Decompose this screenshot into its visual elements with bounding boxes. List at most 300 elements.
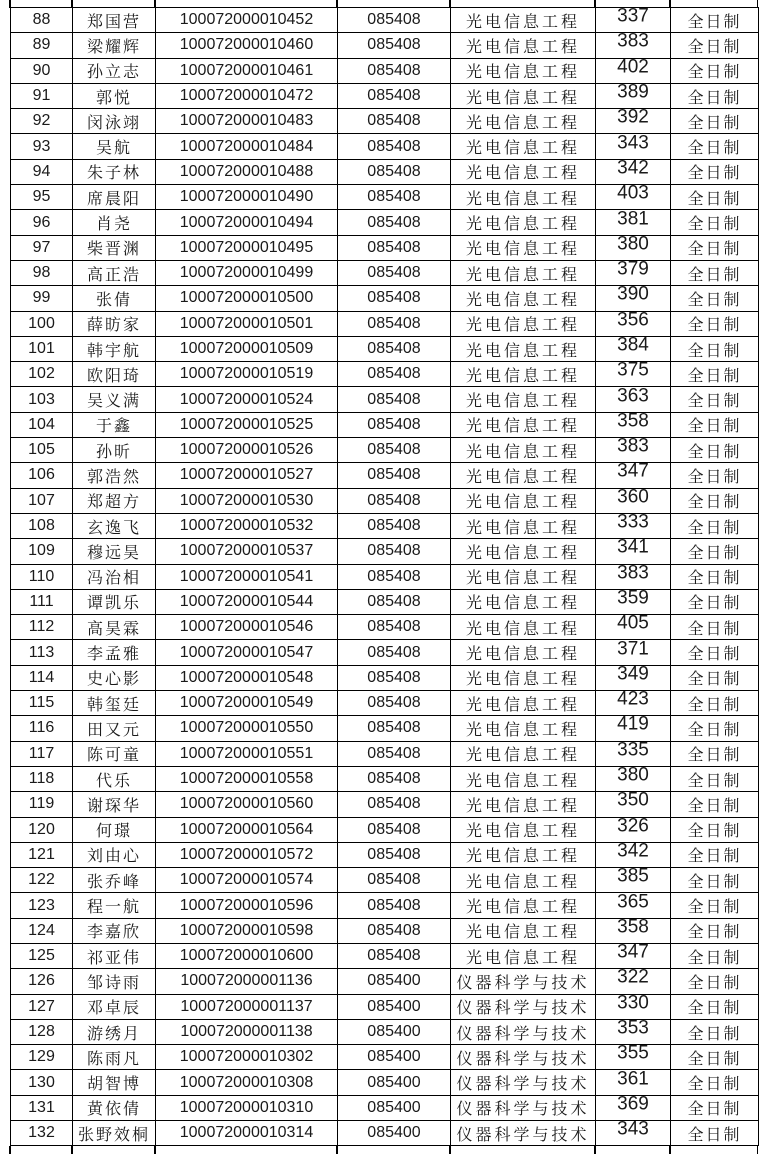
score-cell — [596, 134, 671, 159]
score-value: 383 — [617, 437, 649, 457]
row-index-cell: 132 — [11, 1121, 73, 1146]
row-index-cell: 129 — [11, 1045, 73, 1070]
major-name-cell: 光电信息工程 — [451, 893, 596, 918]
row-index-cell: 121 — [11, 842, 73, 867]
study-mode-cell: 全日制 — [671, 716, 759, 741]
table-row — [11, 589, 759, 614]
score-cell — [596, 513, 671, 538]
row-index-cell: 123 — [11, 893, 73, 918]
candidate-number-cell: 100072000010308 — [156, 1070, 338, 1095]
major-code-cell: 085408 — [338, 766, 451, 791]
major-name-cell: 光电信息工程 — [451, 868, 596, 893]
table-row — [11, 691, 759, 716]
student-name-cell: 高昊霖 — [73, 615, 156, 640]
score-cell — [596, 336, 671, 361]
score-value: 356 — [617, 311, 649, 331]
student-name-cell: 谭凯乐 — [73, 589, 156, 614]
row-index-cell: 94 — [11, 159, 73, 184]
table-row — [11, 33, 759, 58]
study-mode-cell: 全日制 — [671, 640, 759, 665]
candidate-number-cell: 100072000010488 — [156, 159, 338, 184]
row-index-cell: 89 — [11, 33, 73, 58]
major-name-cell: 光电信息工程 — [451, 589, 596, 614]
study-mode-cell: 全日制 — [671, 463, 759, 488]
score-value: 359 — [617, 589, 649, 609]
student-name-cell: 刘由心 — [73, 842, 156, 867]
score-value: 423 — [617, 690, 649, 710]
candidate-number-cell: 100072000010460 — [156, 33, 338, 58]
score-value: 392 — [617, 108, 649, 128]
study-mode-cell: 全日制 — [671, 1070, 759, 1095]
candidate-number-cell: 100072000010551 — [156, 741, 338, 766]
study-mode-cell: 全日制 — [671, 438, 759, 463]
row-index-cell: 88 — [11, 8, 73, 33]
student-name-cell: 史心影 — [73, 665, 156, 690]
candidate-number-cell: 100072000010526 — [156, 438, 338, 463]
student-name-cell: 欧阳琦 — [73, 362, 156, 387]
candidate-number-cell: 100072000010495 — [156, 235, 338, 260]
major-name-cell: 光电信息工程 — [451, 716, 596, 741]
table-row — [11, 766, 759, 791]
table-row — [11, 58, 759, 83]
row-index-cell: 113 — [11, 640, 73, 665]
table-row — [11, 1070, 759, 1095]
major-code-cell: 085408 — [338, 943, 451, 968]
student-name-cell: 薛昉家 — [73, 311, 156, 336]
candidate-number-cell: 100072000010549 — [156, 691, 338, 716]
student-name-cell: 李孟雅 — [73, 640, 156, 665]
score-value: 385 — [617, 867, 649, 887]
major-name-cell: 光电信息工程 — [451, 792, 596, 817]
table-row — [11, 1121, 759, 1146]
major-name-cell: 光电信息工程 — [451, 58, 596, 83]
score-value: 360 — [617, 488, 649, 508]
study-mode-cell: 全日制 — [671, 362, 759, 387]
study-mode-cell: 全日制 — [671, 336, 759, 361]
row-index-cell: 122 — [11, 868, 73, 893]
score-value: 355 — [617, 1044, 649, 1064]
table-row — [11, 792, 759, 817]
major-code-cell: 085408 — [338, 260, 451, 285]
score-value: 343 — [617, 1120, 649, 1140]
candidate-number-cell: 100072000010314 — [156, 1121, 338, 1146]
study-mode-cell: 全日制 — [671, 589, 759, 614]
row-index-cell: 115 — [11, 691, 73, 716]
major-code-cell: 085400 — [338, 994, 451, 1019]
score-value: 389 — [617, 83, 649, 103]
score-cell — [596, 539, 671, 564]
table-row — [11, 362, 759, 387]
candidate-number-cell: 100072000010524 — [156, 387, 338, 412]
row-index-cell: 98 — [11, 260, 73, 285]
table-row — [11, 109, 759, 134]
student-name-cell: 孙昕 — [73, 438, 156, 463]
major-code-cell: 085408 — [338, 842, 451, 867]
table-row — [11, 665, 759, 690]
student-name-cell: 韩宇航 — [73, 336, 156, 361]
table-row — [11, 83, 759, 108]
score-value: 347 — [617, 943, 649, 963]
candidate-number-cell: 100072000010310 — [156, 1095, 338, 1120]
study-mode-cell: 全日制 — [671, 1095, 759, 1120]
score-value: 333 — [617, 513, 649, 533]
study-mode-cell: 全日制 — [671, 311, 759, 336]
table-row — [11, 260, 759, 285]
major-name-cell: 光电信息工程 — [451, 640, 596, 665]
score-cell — [596, 412, 671, 437]
major-code-cell: 085408 — [338, 134, 451, 159]
major-name-cell: 仪器科学与技术 — [451, 994, 596, 1019]
score-cell — [596, 185, 671, 210]
table-row — [11, 336, 759, 361]
score-value: 365 — [617, 892, 649, 913]
study-mode-cell: 全日制 — [671, 488, 759, 513]
score-cell — [596, 817, 671, 842]
candidate-number-cell: 100072000010564 — [156, 817, 338, 842]
candidate-number-cell: 100072000010452 — [156, 8, 338, 33]
candidate-number-cell: 100072000010302 — [156, 1045, 338, 1070]
major-code-cell: 085408 — [338, 438, 451, 463]
study-mode-cell: 全日制 — [671, 943, 759, 968]
score-value: 381 — [617, 209, 649, 230]
major-code-cell: 085400 — [338, 1121, 451, 1146]
student-name-cell: 闵泳翊 — [73, 109, 156, 134]
major-code-cell: 085400 — [338, 1019, 451, 1044]
major-code-cell: 085408 — [338, 463, 451, 488]
table-row — [11, 513, 759, 538]
score-value: 361 — [617, 1069, 649, 1090]
score-value: 335 — [617, 741, 649, 761]
score-value: 326 — [617, 817, 649, 837]
score-cell — [596, 260, 671, 285]
major-name-cell: 光电信息工程 — [451, 185, 596, 210]
score-value: 369 — [617, 1095, 649, 1115]
major-code-cell: 085408 — [338, 640, 451, 665]
student-name-cell: 黄依倩 — [73, 1095, 156, 1120]
major-name-cell: 光电信息工程 — [451, 412, 596, 437]
border-stub — [154, 1146, 156, 1154]
table-row — [11, 8, 759, 33]
major-code-cell: 085400 — [338, 1045, 451, 1070]
major-code-cell: 085408 — [338, 488, 451, 513]
student-name-cell: 肖尧 — [73, 210, 156, 235]
score-value: 403 — [617, 184, 649, 204]
candidate-number-cell: 100072000010532 — [156, 513, 338, 538]
student-name-cell: 邓卓辰 — [73, 994, 156, 1019]
student-name-cell: 谢琛华 — [73, 792, 156, 817]
candidate-number-cell: 100072000010572 — [156, 842, 338, 867]
score-cell — [596, 893, 671, 918]
study-mode-cell: 全日制 — [671, 412, 759, 437]
major-code-cell: 085408 — [338, 387, 451, 412]
score-cell — [596, 792, 671, 817]
major-code-cell: 085408 — [338, 691, 451, 716]
study-mode-cell: 全日制 — [671, 387, 759, 412]
score-cell — [596, 615, 671, 640]
major-name-cell: 光电信息工程 — [451, 438, 596, 463]
table-row — [11, 1095, 759, 1120]
row-index-cell: 119 — [11, 792, 73, 817]
row-index-cell: 126 — [11, 969, 73, 994]
border-stub — [71, 1146, 73, 1154]
table-row — [11, 842, 759, 867]
row-index-cell: 109 — [11, 539, 73, 564]
major-code-cell: 085408 — [338, 311, 451, 336]
row-index-cell: 106 — [11, 463, 73, 488]
major-code-cell: 085408 — [338, 336, 451, 361]
row-index-cell: 128 — [11, 1019, 73, 1044]
candidate-number-cell: 100072000010548 — [156, 665, 338, 690]
score-value: 371 — [617, 639, 649, 660]
candidate-number-cell: 100072000010519 — [156, 362, 338, 387]
major-name-cell: 光电信息工程 — [451, 83, 596, 108]
score-value: 342 — [617, 842, 649, 862]
major-code-cell: 085408 — [338, 741, 451, 766]
student-name-cell: 穆远昊 — [73, 539, 156, 564]
major-code-cell: 085408 — [338, 83, 451, 108]
score-cell — [596, 33, 671, 58]
major-name-cell: 仪器科学与技术 — [451, 969, 596, 994]
major-code-cell: 085408 — [338, 817, 451, 842]
score-cell — [596, 235, 671, 260]
row-index-cell: 116 — [11, 716, 73, 741]
major-code-cell: 085408 — [338, 109, 451, 134]
study-mode-cell: 全日制 — [671, 539, 759, 564]
table-row — [11, 463, 759, 488]
table-row — [11, 969, 759, 994]
score-cell — [596, 640, 671, 665]
table-row — [11, 716, 759, 741]
student-name-cell: 游绣月 — [73, 1019, 156, 1044]
border-stub — [336, 1146, 338, 1154]
student-name-cell: 韩玺廷 — [73, 691, 156, 716]
table-row — [11, 159, 759, 184]
student-name-cell: 祁亚伟 — [73, 943, 156, 968]
row-index-cell: 118 — [11, 766, 73, 791]
major-name-cell: 光电信息工程 — [451, 311, 596, 336]
score-cell — [596, 58, 671, 83]
table-row — [11, 412, 759, 437]
row-index-cell: 102 — [11, 362, 73, 387]
row-index-cell: 120 — [11, 817, 73, 842]
major-name-cell: 光电信息工程 — [451, 842, 596, 867]
student-name-cell: 何璟 — [73, 817, 156, 842]
major-name-cell: 光电信息工程 — [451, 741, 596, 766]
student-name-cell: 朱子林 — [73, 159, 156, 184]
candidate-number-cell: 100072000010574 — [156, 868, 338, 893]
major-code-cell: 085408 — [338, 8, 451, 33]
major-code-cell: 085408 — [338, 286, 451, 311]
study-mode-cell: 全日制 — [671, 842, 759, 867]
score-value: 402 — [617, 58, 649, 78]
major-code-cell: 085408 — [338, 589, 451, 614]
major-name-cell: 光电信息工程 — [451, 513, 596, 538]
row-index-cell: 127 — [11, 994, 73, 1019]
candidate-number-cell: 100072000010544 — [156, 589, 338, 614]
score-value: 405 — [617, 614, 649, 634]
candidate-number-cell: 100072000010527 — [156, 463, 338, 488]
row-index-cell: 131 — [11, 1095, 73, 1120]
table-row — [11, 539, 759, 564]
score-value: 363 — [617, 386, 649, 407]
major-name-cell: 仪器科学与技术 — [451, 1045, 596, 1070]
candidate-number-cell: 100072000010509 — [156, 336, 338, 361]
student-name-cell: 玄逸飞 — [73, 513, 156, 538]
student-name-cell: 席晨阳 — [73, 185, 156, 210]
study-mode-cell: 全日制 — [671, 766, 759, 791]
table-row — [11, 615, 759, 640]
border-stub — [449, 1146, 451, 1154]
student-name-cell: 高正浩 — [73, 260, 156, 285]
row-index-cell: 130 — [11, 1070, 73, 1095]
major-code-cell: 085408 — [338, 918, 451, 943]
major-name-cell: 光电信息工程 — [451, 918, 596, 943]
study-mode-cell: 全日制 — [671, 58, 759, 83]
major-code-cell: 085408 — [338, 564, 451, 589]
score-value: 341 — [617, 538, 649, 558]
major-name-cell: 光电信息工程 — [451, 235, 596, 260]
major-code-cell: 085408 — [338, 58, 451, 83]
student-name-cell: 陈可童 — [73, 741, 156, 766]
score-value: 347 — [617, 462, 649, 482]
row-index-cell: 93 — [11, 134, 73, 159]
candidate-number-cell: 100072000010541 — [156, 564, 338, 589]
major-name-cell: 光电信息工程 — [451, 488, 596, 513]
table-row — [11, 311, 759, 336]
major-code-cell: 085400 — [338, 1095, 451, 1120]
score-value: 419 — [617, 715, 649, 735]
major-name-cell: 光电信息工程 — [451, 336, 596, 361]
row-index-cell: 110 — [11, 564, 73, 589]
candidate-number-cell: 100072000010596 — [156, 893, 338, 918]
student-name-cell: 张倩 — [73, 286, 156, 311]
student-name-cell: 邹诗雨 — [73, 969, 156, 994]
score-cell — [596, 918, 671, 943]
score-cell — [596, 943, 671, 968]
candidate-number-cell: 100072000001138 — [156, 1019, 338, 1044]
student-name-cell: 孙立志 — [73, 58, 156, 83]
table-row — [11, 994, 759, 1019]
major-name-cell: 光电信息工程 — [451, 362, 596, 387]
major-name-cell: 光电信息工程 — [451, 159, 596, 184]
score-cell — [596, 311, 671, 336]
candidate-number-cell: 100072000010558 — [156, 766, 338, 791]
score-value: 379 — [617, 260, 649, 280]
table-row — [11, 185, 759, 210]
study-mode-cell: 全日制 — [671, 691, 759, 716]
score-cell — [596, 438, 671, 463]
score-cell — [596, 1095, 671, 1120]
major-code-cell: 085408 — [338, 513, 451, 538]
score-cell — [596, 1121, 671, 1146]
candidate-number-cell: 100072000010472 — [156, 83, 338, 108]
score-value: 390 — [617, 285, 649, 305]
study-mode-cell: 全日制 — [671, 868, 759, 893]
row-index-cell: 104 — [11, 412, 73, 437]
major-name-cell: 光电信息工程 — [451, 943, 596, 968]
table-row — [11, 1045, 759, 1070]
student-name-cell: 郭浩然 — [73, 463, 156, 488]
candidate-number-cell: 100072000010500 — [156, 286, 338, 311]
score-value: 353 — [617, 1019, 649, 1039]
score-value: 343 — [617, 133, 649, 154]
study-mode-cell: 全日制 — [671, 817, 759, 842]
candidate-number-cell: 100072000010550 — [156, 716, 338, 741]
study-mode-cell: 全日制 — [671, 235, 759, 260]
score-value: 384 — [617, 336, 649, 356]
score-cell — [596, 83, 671, 108]
study-mode-cell: 全日制 — [671, 210, 759, 235]
major-name-cell: 光电信息工程 — [451, 463, 596, 488]
major-name-cell: 光电信息工程 — [451, 691, 596, 716]
study-mode-cell: 全日制 — [671, 564, 759, 589]
row-index-cell: 114 — [11, 665, 73, 690]
score-cell — [596, 286, 671, 311]
row-index-cell: 124 — [11, 918, 73, 943]
candidate-number-cell: 100072000010484 — [156, 134, 338, 159]
table-row — [11, 387, 759, 412]
row-index-cell: 108 — [11, 513, 73, 538]
major-name-cell: 光电信息工程 — [451, 210, 596, 235]
table-row — [11, 210, 759, 235]
row-index-cell: 103 — [11, 387, 73, 412]
candidate-number-cell: 100072000010600 — [156, 943, 338, 968]
border-stub — [594, 1146, 596, 1154]
candidate-number-cell: 100072000010537 — [156, 539, 338, 564]
score-cell — [596, 969, 671, 994]
score-cell — [596, 1019, 671, 1044]
table-row — [11, 286, 759, 311]
study-mode-cell: 全日制 — [671, 33, 759, 58]
study-mode-cell: 全日制 — [671, 185, 759, 210]
candidate-number-cell: 100072000001136 — [156, 969, 338, 994]
study-mode-cell: 全日制 — [671, 741, 759, 766]
study-mode-cell: 全日制 — [671, 159, 759, 184]
candidate-number-cell: 100072000010546 — [156, 615, 338, 640]
student-name-cell: 张野效桐 — [73, 1121, 156, 1146]
row-index-cell: 99 — [11, 286, 73, 311]
study-mode-cell: 全日制 — [671, 1045, 759, 1070]
study-mode-cell: 全日制 — [671, 513, 759, 538]
major-code-cell: 085408 — [338, 893, 451, 918]
study-mode-cell: 全日制 — [671, 134, 759, 159]
major-code-cell: 085408 — [338, 362, 451, 387]
admission-list-table — [10, 7, 759, 1146]
table-row — [11, 235, 759, 260]
study-mode-cell: 全日制 — [671, 969, 759, 994]
major-code-cell: 085400 — [338, 969, 451, 994]
score-value: 358 — [617, 412, 649, 432]
major-name-cell: 光电信息工程 — [451, 8, 596, 33]
score-value: 380 — [617, 235, 649, 255]
row-index-cell: 117 — [11, 741, 73, 766]
score-value: 350 — [617, 791, 649, 811]
student-name-cell: 程一航 — [73, 893, 156, 918]
table-row — [11, 868, 759, 893]
major-code-cell: 085408 — [338, 185, 451, 210]
major-code-cell: 085408 — [338, 159, 451, 184]
score-cell — [596, 488, 671, 513]
score-cell — [596, 1045, 671, 1070]
study-mode-cell: 全日制 — [671, 665, 759, 690]
row-index-cell: 95 — [11, 185, 73, 210]
student-name-cell: 吴航 — [73, 134, 156, 159]
major-name-cell: 仪器科学与技术 — [451, 1121, 596, 1146]
border-stub — [757, 1146, 759, 1154]
study-mode-cell: 全日制 — [671, 792, 759, 817]
table-row — [11, 564, 759, 589]
major-code-cell: 085400 — [338, 1070, 451, 1095]
